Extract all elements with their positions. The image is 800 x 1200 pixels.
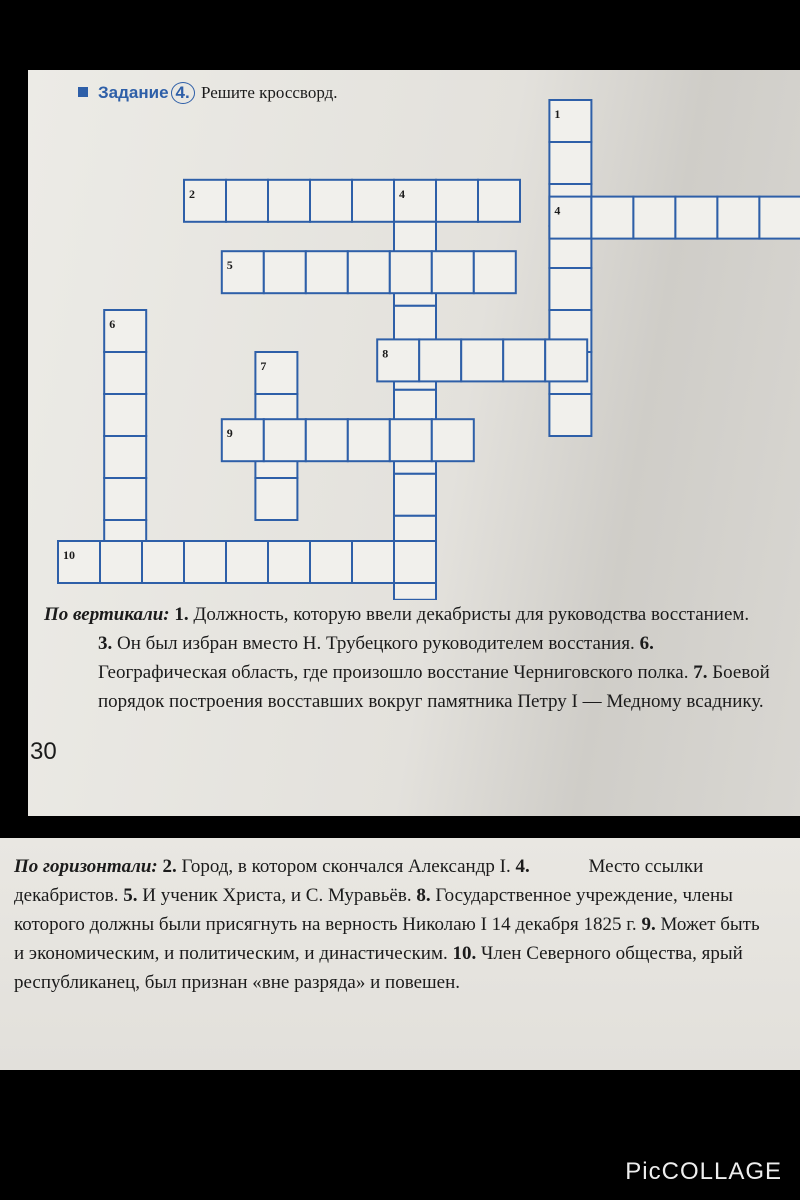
crossword-cell <box>633 197 675 239</box>
crossword-cell <box>549 394 591 436</box>
textbook-page-bottom <box>0 838 800 1070</box>
crossword-cell <box>306 419 348 461</box>
crossword-cell <box>226 180 268 222</box>
clue-num-h2: 2. <box>162 856 177 877</box>
crossword-cell <box>436 180 478 222</box>
clue-h2: Город, в котором скончался Александр I. <box>181 856 511 877</box>
crossword-number-1: 1 <box>554 107 561 121</box>
task-text: Решите кроссворд. <box>200 83 338 102</box>
crossword-cell <box>184 541 226 583</box>
crossword-cell <box>348 251 390 293</box>
crossword-cell <box>142 541 184 583</box>
textbook-page-top <box>28 70 800 816</box>
crossword-cell <box>268 180 310 222</box>
crossword-cell <box>503 339 545 381</box>
crossword-cell <box>352 180 394 222</box>
crossword-number-5: 5 <box>226 258 233 273</box>
page-number: 30 <box>30 738 57 765</box>
clue-num-v6: 6. <box>639 633 654 654</box>
clue-v1: Должность, которую ввели декабристы для руководства восстанием. <box>193 604 750 625</box>
crossword-cell <box>474 251 516 293</box>
crossword-cell <box>226 541 268 583</box>
horizontal-clues <box>14 852 774 997</box>
crossword-cell <box>264 419 306 461</box>
clue-num-h5: 5. <box>123 885 138 906</box>
crossword-cell <box>419 339 461 381</box>
crossword-cell <box>478 180 520 222</box>
clue-num-h10: 10. <box>452 943 477 964</box>
clue-h8: Государственное учреждение, члены которого должны были присягнуть на верность Николаю I 14 декабря 1825 г. <box>14 885 733 935</box>
crossword-cell <box>306 251 348 293</box>
clue-v7: Боевой порядок построения восставших вокруг памятника Петру I — Медному всаднику. <box>98 662 770 712</box>
crossword-cell <box>104 352 146 394</box>
task-number: 4. <box>171 82 195 104</box>
crossword-cell <box>390 251 432 293</box>
clue-h9: Может быть и экономическим, и политическим, и династическим. <box>14 914 760 964</box>
crossword-cell <box>268 541 310 583</box>
crossword-cell <box>717 197 759 239</box>
crossword-cell <box>549 142 591 184</box>
crossword-cell <box>675 197 717 239</box>
task-label: Задание <box>98 83 169 102</box>
crossword-cell <box>545 339 587 381</box>
crossword-cell <box>104 394 146 436</box>
watermark: PicCOLLAGE <box>625 1158 782 1185</box>
clue-v6: Географическая область, где произошло восстание Черниговского полка. <box>98 662 689 683</box>
crossword-number-10: 10 <box>63 548 75 562</box>
clue-num-h8: 8. <box>416 885 431 906</box>
vertical-clues <box>44 600 786 716</box>
crossword-cell <box>549 268 591 310</box>
crossword-number-8: 8 <box>382 346 389 361</box>
crossword-cell <box>104 436 146 478</box>
crossword-cell <box>348 419 390 461</box>
crossword-cell <box>310 541 352 583</box>
crossword-cell <box>432 251 474 293</box>
crossword-cell <box>100 541 142 583</box>
crossword-cell <box>390 419 432 461</box>
crossword-number-2: 2 <box>189 186 195 201</box>
vertical-clues-title: По вертикали: <box>44 604 170 625</box>
crossword-cell <box>759 197 800 239</box>
crossword-cell <box>394 541 436 583</box>
crossword-cell <box>264 251 306 293</box>
crossword-cell <box>591 197 633 239</box>
clue-h10: Член Северного общества, ярый республиканец, был признан «вне разряда» и повешен. <box>14 943 743 993</box>
horizontal-clues-title: По горизонтали: <box>14 856 158 877</box>
clue-num-h9: 9. <box>641 914 656 935</box>
crossword-cell <box>461 339 503 381</box>
crossword-cell <box>104 478 146 520</box>
crossword-cell <box>255 478 297 520</box>
crossword-number-4: 4 <box>554 203 561 218</box>
crossword-number-6: 6 <box>109 317 116 331</box>
clue-h5: И ученик Христа, и С. Муравьёв. <box>142 885 412 906</box>
clue-num-h4: 4. <box>515 856 530 877</box>
crossword-cell <box>352 541 394 583</box>
clue-num-v1: 1. <box>174 604 189 625</box>
crossword-cell <box>432 419 474 461</box>
clue-v3: Он был избран вместо Н. Трубецкого руководителем восстания. <box>117 633 635 654</box>
crossword-number-7: 7 <box>260 359 267 373</box>
crossword-cell <box>310 180 352 222</box>
crossword-grid <box>28 70 800 600</box>
crossword-number-4: 4 <box>399 186 405 201</box>
clue-h4: Место ссылки декабристов. <box>14 856 704 906</box>
clue-num-v3: 3. <box>98 633 113 654</box>
clue-num-v7: 7. <box>693 662 708 683</box>
crossword-number-9: 9 <box>226 426 233 441</box>
crossword-cell <box>394 474 436 516</box>
